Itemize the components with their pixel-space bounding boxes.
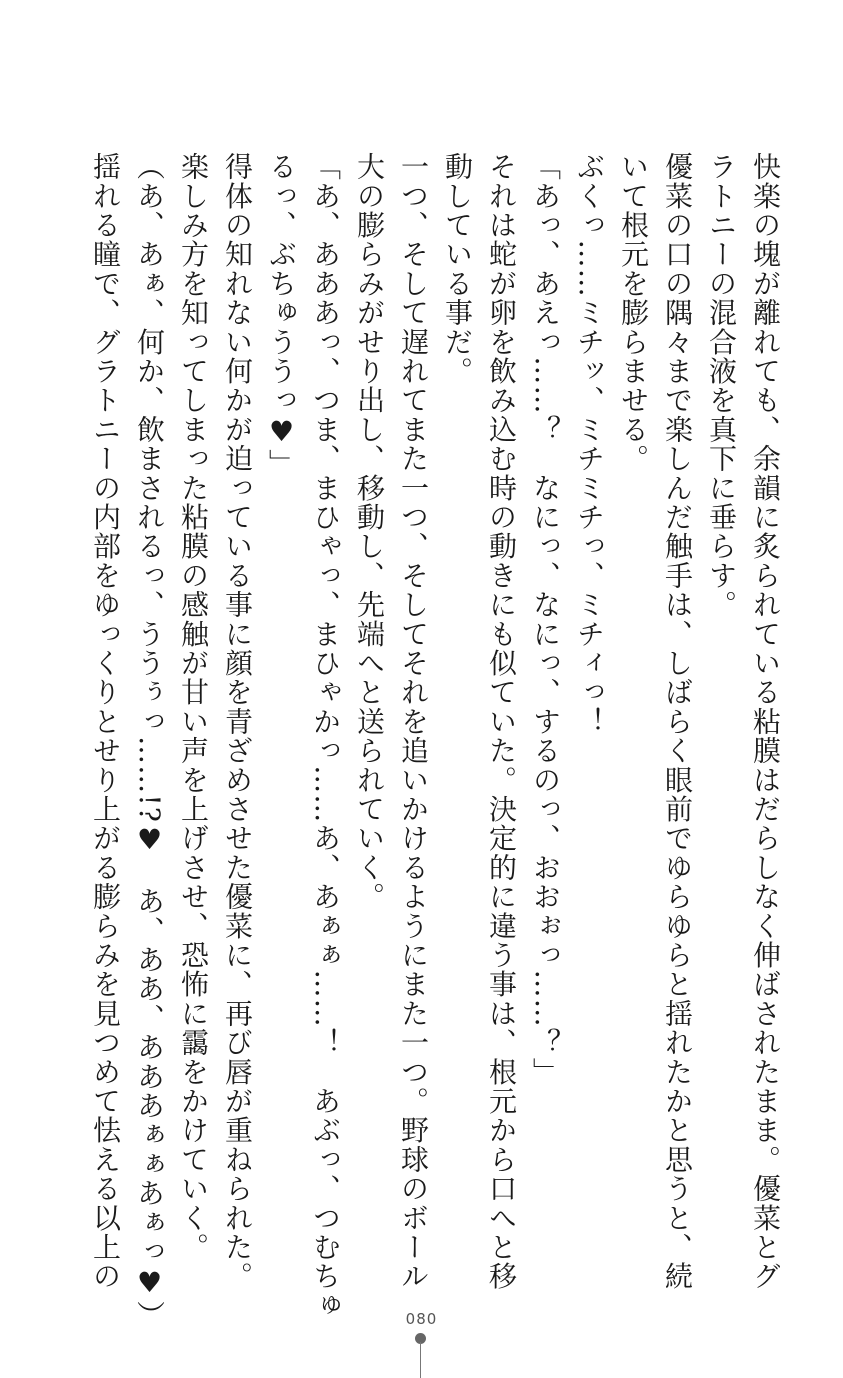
text-line: るっ、ぶちゅううっ♥」 (265, 152, 298, 479)
text-line: 楽しみ方を知ってしまった粘膜の感触が甘い声を上げさせ、恐怖に靄をかけていく。 (177, 152, 210, 1262)
text-line: それは蛇が卵を飲み込む時の動きにも似ていた。決定的に違う事は、根元から口へと移 (485, 152, 518, 1291)
text-line: 得体の知れない何かが迫っている事に顔を青ざめさせた優菜に、再び唇が重ねられた。 (221, 152, 254, 1291)
text-line: 快楽の塊が離れても、余韻に炙られている粘膜はだらしなく伸ばされたまま。優菜とグ (749, 152, 782, 1291)
text-line: 一つ、そして遅れてまた一つ、そしてそれを追いかけるようにまた一つ。野球のボール (397, 152, 430, 1291)
text-line: 大の膨らみがせり出し、移動し、先端へと送られていく。 (353, 152, 386, 912)
text-line: 「あっ、あえっ……？ なにっ、なにっ、するのっ、おおぉっ……？」 (529, 152, 562, 1087)
page-number: 080 (405, 1310, 438, 1328)
text-line: ラトニーの混合液を真下に垂らす。 (705, 152, 738, 620)
text-line: （あ、あぁ、何か、飲まされるっ、ううぅっ……!?♥ あ、ああ、あああぁぁあぁっ♥） (133, 152, 166, 1330)
text-line: 優菜の口の隅々まで楽しんだ触手は、しばらく眼前でゆらゆらと揺れたかと思うと、続 (661, 152, 694, 1291)
page-marker-line (420, 1342, 421, 1378)
text-line: ぶくっ……ミチッ、ミチミチっ、ミチィっ！ (573, 152, 606, 736)
text-line: 「あ、あああっ、つま、まひゃっ、まひゃかっ……あ、あぁぁ……！ あぶっ、つむちゅ (309, 152, 342, 1320)
text-line: 揺れる瞳で、グラトニーの内部をゆっくりとせり上がる膨らみを見つめて怯える以上の (89, 152, 122, 1291)
text-line: 動している事だ。 (441, 152, 474, 386)
text-line: いて根元を膨らませる。 (617, 152, 650, 474)
